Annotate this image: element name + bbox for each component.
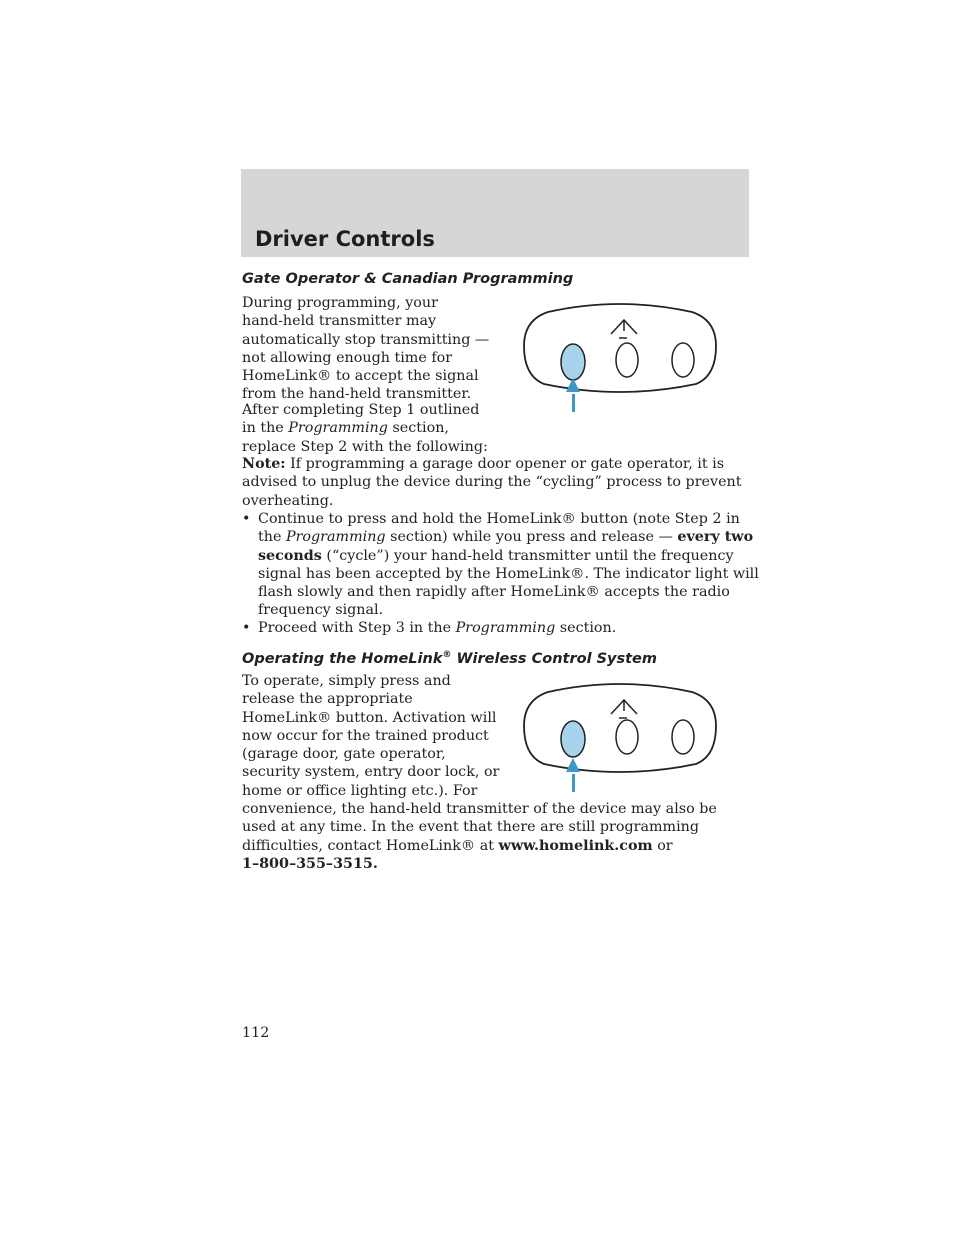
homelink-button-3 xyxy=(672,343,694,377)
note-paragraph: Note: If programming a garage door opener or gate operator, it is advised to unplug the device during the “cycling” process to prevent overheating. xyxy=(242,456,742,509)
page-number: 112 xyxy=(242,1025,270,1041)
homelink-diagram-1 xyxy=(520,302,720,414)
homelink-button-1-highlighted xyxy=(561,344,585,380)
bullet-mark: • xyxy=(242,620,251,636)
homelink-button-2 xyxy=(616,343,638,377)
gate-paragraph-1: During programming, your hand-held transmitter may automatically stop transmitting — not allowing enough time for HomeLink® to accept the signal from the hand-held transmitter. xyxy=(242,295,490,403)
bullet-item-2: • Proceed with Step 3 in the Programming section. xyxy=(242,620,617,636)
section-heading-operating: Operating the HomeLink® Wireless Control System xyxy=(242,650,657,667)
bullet-item-1: • Continue to press and hold the HomeLink® button (note Step 2 in the Programming section) while you press and release — every two seconds (“cycle”) your hand-held transmitter until the frequency signal has been accepted by the HomeLink®. The indicator light will flash slowly and then rapidly after HomeLink® accepts the radio frequency signal. xyxy=(242,511,759,619)
section-heading-gate: Gate Operator & Canadian Programming xyxy=(242,271,574,287)
header-band xyxy=(241,169,749,257)
indicator-arrow-shaft xyxy=(572,394,575,412)
operating-paragraph: To operate, simply press and release the appropriate HomeLink® button. Activation will now occur for the trained product (garage door, gate operator, security system, entry door lock, or home or office lighting etc.). For convenience, the hand-held transmitter of the device may also be used at any time. In the event that there are still programming difficulties, contact HomeLink® at www.homelink.com or 1–800–355–3515. xyxy=(242,672,747,873)
page-title: Driver Controls xyxy=(255,227,435,251)
bullet-mark: • xyxy=(242,511,251,527)
gate-paragraph-2: After completing Step 1 outlined in the Programming section, replace Step 2 with the following: xyxy=(242,402,488,455)
diagram-float-spacer xyxy=(502,672,747,798)
